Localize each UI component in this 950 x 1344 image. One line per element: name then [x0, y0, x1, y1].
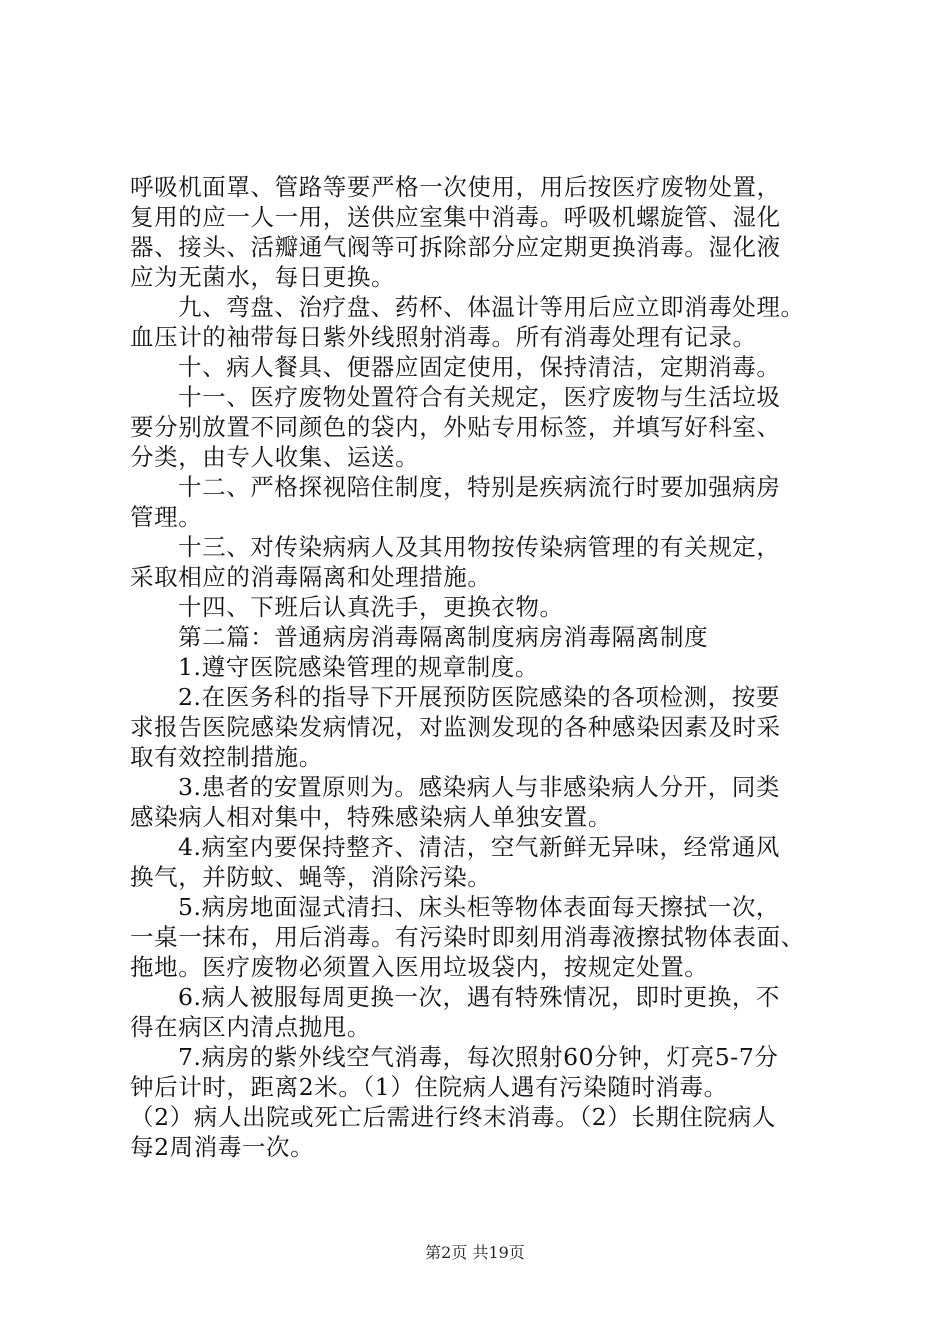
text-line: 6.病人被服每周更换一次，遇有特殊情况，即时更换，不	[178, 983, 781, 1011]
text-line: 分类，由专人收集、运送。	[130, 443, 420, 471]
text-line: 换气，并防蚊、蝇等，消除污染。	[130, 863, 492, 891]
section-heading: 第二篇：普通病房消毒隔离制度病房消毒隔离制度	[178, 623, 709, 651]
text-line: 3.患者的安置原则为。感染病人与非感染病人分开，同类	[178, 773, 781, 801]
text-line: 2.在医务科的指导下开展预防医院感染的各项检测，按要	[178, 683, 781, 711]
page-number-label: 第2页 共19页	[425, 1243, 525, 1262]
text-line: 十二、严格探视陪住制度，特别是疾病流行时要加强病房	[178, 473, 781, 501]
text-line: （2）病人出院或死亡后需进行终末消毒。（2）长期住院病人	[130, 1103, 776, 1131]
document-body	[130, 172, 850, 1162]
text-line: 一桌一抹布，用后消毒。有污染时即刻用消毒液擦拭物体表面、	[130, 923, 805, 951]
text-line: 要分别放置不同颜色的袋内，外贴专用标签，并填写好科室、	[130, 413, 781, 441]
text-line: 拖地。医疗废物必须置入医用垃圾袋内，按规定处置。	[130, 953, 709, 981]
text-line: 5.病房地面湿式清扫、床头柜等物体表面每天擦拭一次，	[178, 893, 781, 921]
text-line: 得在病区内清点抛甩。	[130, 1013, 371, 1041]
text-line: 感染病人相对集中，特殊感染病人单独安置。	[130, 803, 612, 831]
text-line: 应为无菌水，每日更换。	[130, 263, 396, 291]
text-line: 十三、对传染病病人及其用物按传染病管理的有关规定，	[178, 533, 781, 561]
text-line: 十一、医疗废物处置符合有关规定，医疗废物与生活垃圾	[178, 383, 781, 411]
text-line: 十四、下班后认真洗手，更换衣物。	[178, 593, 564, 621]
text-line: 采取相应的消毒隔离和处理措施。	[130, 563, 492, 591]
text-line: 取有效控制措施。	[130, 743, 323, 771]
text-line: 每2周消毒一次。	[130, 1133, 315, 1161]
text-line: 器、接头、活瓣通气阀等可拆除部分应定期更换消毒。湿化液	[130, 233, 781, 261]
text-line: 呼吸机面罩、管路等要严格一次使用，用后按医疗废物处置，	[130, 173, 781, 201]
text-line: 九、弯盘、治疗盘、药杯、体温计等用后应立即消毒处理。	[178, 293, 805, 321]
text-line: 钟后计时，距离2米。（1）住院病人遇有污染随时消毒。	[130, 1073, 728, 1101]
text-line: 血压计的袖带每日紫外线照射消毒。所有消毒处理有记录。	[130, 323, 757, 351]
text-line: 4.病室内要保持整齐、清洁，空气新鲜无异味，经常通风	[178, 833, 781, 861]
text-line: 复用的应一人一用，送供应室集中消毒。呼吸机螺旋管、湿化	[130, 203, 781, 231]
page-footer	[0, 1243, 950, 1263]
text-line: 求报告医院感染发病情况，对监测发现的各种感染因素及时采	[130, 713, 781, 741]
text-line: 7.病房的紫外线空气消毒，每次照射60分钟，灯亮5-7分	[178, 1043, 779, 1071]
text-line: 十、病人餐具、便器应固定使用，保持清洁，定期消毒。	[178, 353, 781, 381]
text-line: 1.遵守医院感染管理的规章制度。	[178, 653, 540, 681]
text-line: 管理。	[130, 503, 203, 531]
